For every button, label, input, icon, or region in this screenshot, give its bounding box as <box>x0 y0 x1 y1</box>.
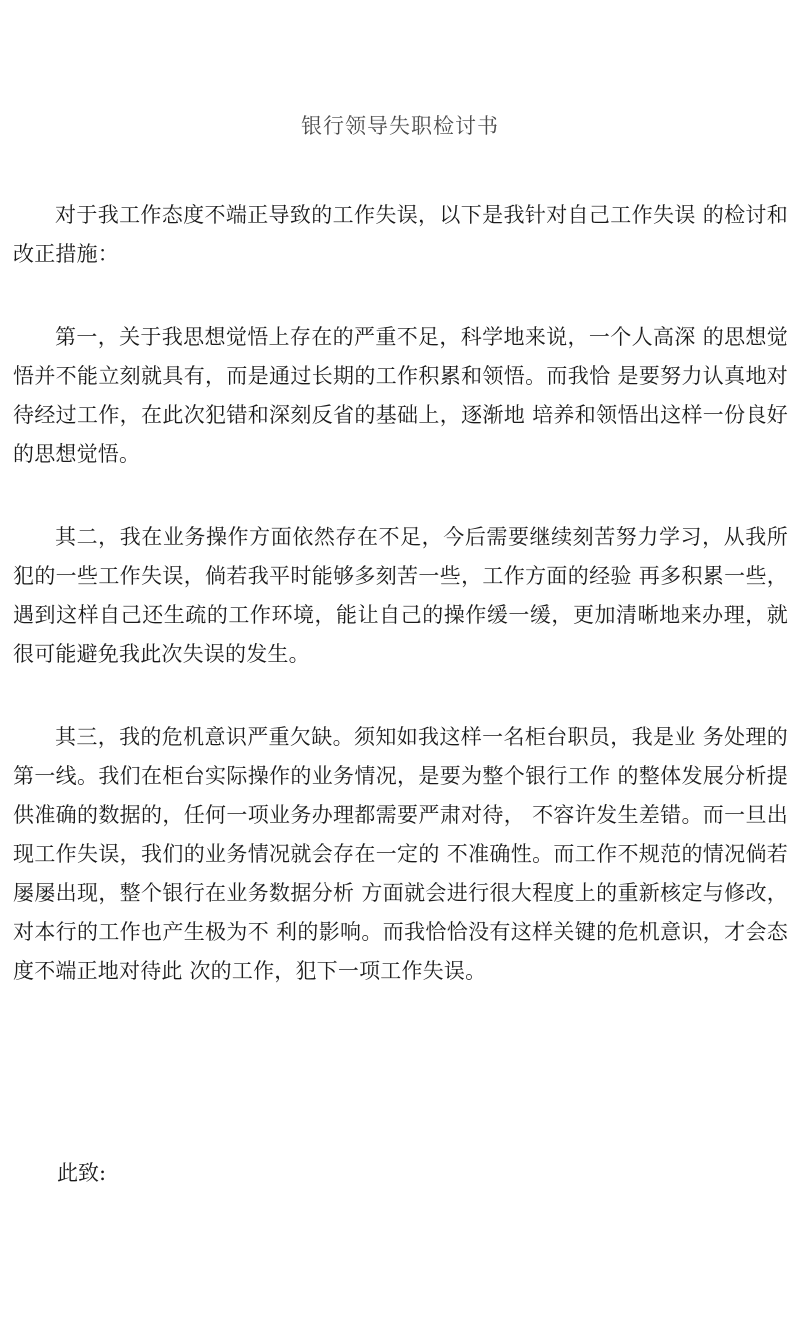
document-body <box>13 196 788 1035</box>
paragraph-intro: 对于我工作态度不端正导致的工作失误，以下是我针对自己工作失误 的检讨和改正措施： <box>13 203 788 266</box>
document-title: 银行领导失职检讨书 <box>301 114 499 138</box>
paragraph-third: 其三，我的危机意识严重欠缺。须知如我这样一名柜台职员，我是业 务处理的第一线。我们在柜台实际操作的业务情况，是要为整个银行工作 的整体发展分析提供准确的数据的，任何一项业务办理都需要严肃对待， 不容许发生差错。而一旦出现工作失误，我们的业务情况就会存在一定的 不准确性。而工作不规范的情况倘若屡屡出现，整个银行在业务数据分析 方面就会进行很大程度上的重新核定与修改，对本行的工作也产生极为不 利的影响。而我恰恰没有这样关键的危机意识，才会态度不端正地对待此 次的工作，犯下一项工作失误。 <box>13 725 788 983</box>
paragraph-second: 其二，我在业务操作方面依然存在不足，今后需要继续刻苦努力学习，从我所犯的一些工作失误，倘若我平时能够多刻苦一些，工作方面的经验 再多积累一些，遇到这样自己还生疏的工作环境，能让自己的操作缓一缓，更加清晰地来办理，就很可能避免我此次失误的发生。 <box>13 525 788 666</box>
paragraph-first: 第一，关于我思想觉悟上存在的严重不足，科学地来说，一个人高深 的思想觉悟并不能立刻就具有，而是通过长期的工作积累和领悟。而我恰 是要努力认真地对待经过工作，在此次犯错和深刻反省的基础上，逐渐地 培养和领悟出这样一份良好的思想觉悟。 <box>13 325 788 466</box>
closing-salutation: 此致: <box>57 1161 107 1185</box>
